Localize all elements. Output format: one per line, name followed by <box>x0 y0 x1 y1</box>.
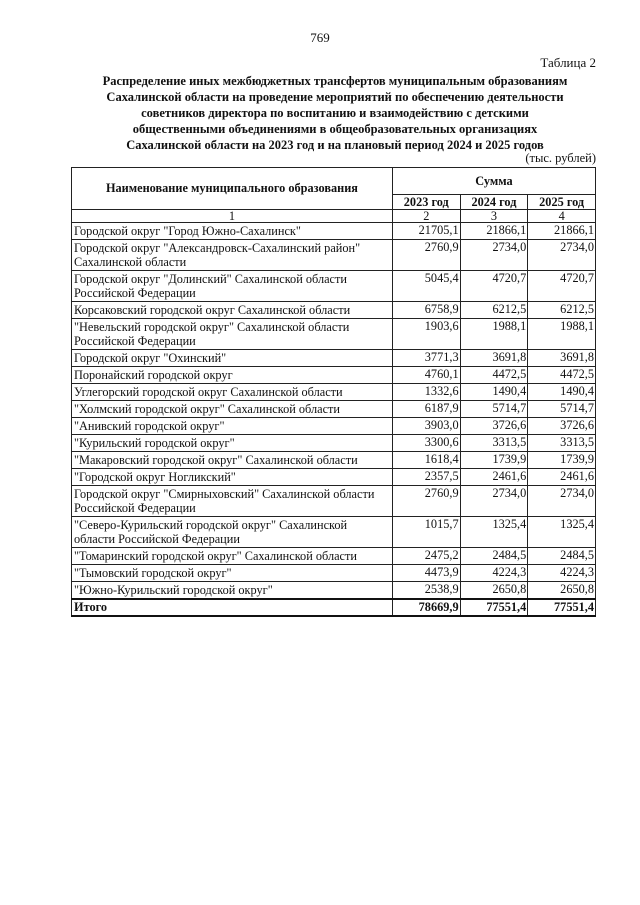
table-row <box>72 418 596 435</box>
total-2025: 77551,4 <box>528 599 596 616</box>
municipality-name: "Северо-Курильский городской округ" Сахалинской области Российской Федерации <box>72 517 393 548</box>
index-cell: 1 <box>72 210 393 223</box>
table-row <box>72 240 596 271</box>
table-row <box>72 486 596 517</box>
amount-2024: 3313,5 <box>460 435 528 452</box>
amount-2025: 1325,4 <box>528 517 596 548</box>
title-line: Распределение иных межбюджетных трансфертов муниципальным образованиям <box>102 74 568 88</box>
municipality-name: Городской округ "Долинский" Сахалинской области Российской Федерации <box>72 271 393 302</box>
header-sum: Сумма <box>392 168 595 195</box>
table-row <box>72 435 596 452</box>
amount-2024: 4224,3 <box>460 565 528 582</box>
amount-2025: 4472,5 <box>528 367 596 384</box>
municipality-name: Городской округ "Александровск-Сахалинский район" Сахалинской области <box>72 240 393 271</box>
amount-2025: 3726,6 <box>528 418 596 435</box>
title-line: Сахалинской области на 2023 год и на плановый период 2024 и 2025 годов <box>126 138 544 152</box>
table-row <box>72 452 596 469</box>
municipality-name: "Томаринский городской округ" Сахалинской области <box>72 548 393 565</box>
amount-2024: 4472,5 <box>460 367 528 384</box>
amount-2023: 2475,2 <box>392 548 460 565</box>
amount-2025: 2734,0 <box>528 240 596 271</box>
amount-2025: 3313,5 <box>528 435 596 452</box>
amount-2025: 2484,5 <box>528 548 596 565</box>
municipality-name: Корсаковский городской округ Сахалинской области <box>72 302 393 319</box>
municipality-name: "Тымовский городской округ" <box>72 565 393 582</box>
amount-2024: 1490,4 <box>460 384 528 401</box>
amount-2024: 2461,6 <box>460 469 528 486</box>
municipality-name: Городской округ "Смирныховский" Сахалинской области Российской Федерации <box>72 486 393 517</box>
amount-2024: 21866,1 <box>460 223 528 240</box>
amount-2025: 1739,9 <box>528 452 596 469</box>
amount-2025: 1490,4 <box>528 384 596 401</box>
total-row <box>72 599 596 616</box>
municipality-name: "Курильский городской округ" <box>72 435 393 452</box>
title-line: общественными объединениями в общеобразовательных организациях <box>132 122 538 136</box>
total-2024: 77551,4 <box>460 599 528 616</box>
amount-2023: 6187,9 <box>392 401 460 418</box>
table-label: Таблица 2 <box>540 55 596 70</box>
amount-2024: 4720,7 <box>460 271 528 302</box>
amount-2023: 1015,7 <box>392 517 460 548</box>
amount-2025: 4224,3 <box>528 565 596 582</box>
municipality-name: "Макаровский городской округ" Сахалинской области <box>72 452 393 469</box>
table-row <box>72 565 596 582</box>
amount-2024: 3726,6 <box>460 418 528 435</box>
municipality-name: Городской округ "Охинский" <box>72 350 393 367</box>
amount-2025: 1988,1 <box>528 319 596 350</box>
amount-2023: 3300,6 <box>392 435 460 452</box>
amount-2025: 6212,5 <box>528 302 596 319</box>
municipality-name: "Невельский городской округ" Сахалинской области Российской Федерации <box>72 319 393 350</box>
table-row <box>72 271 596 302</box>
amount-2023: 2357,5 <box>392 469 460 486</box>
amount-2023: 1618,4 <box>392 452 460 469</box>
title-line: Сахалинской области на проведение мероприятий по обеспечению деятельности <box>106 90 564 104</box>
amount-2025: 4720,7 <box>528 271 596 302</box>
table-body <box>72 223 596 600</box>
amount-2025: 2734,0 <box>528 486 596 517</box>
table-row <box>72 223 596 240</box>
total-2023: 78669,9 <box>392 599 460 616</box>
table-row <box>72 401 596 418</box>
header-year-2024: 2024 год <box>460 195 528 210</box>
index-cell: 2 <box>392 210 460 223</box>
amount-2025: 2650,8 <box>528 582 596 600</box>
municipality-name: Поронайский городской округ <box>72 367 393 384</box>
header-year-2025: 2025 год <box>528 195 596 210</box>
table-row <box>72 384 596 401</box>
index-cell: 3 <box>460 210 528 223</box>
amount-2025: 2461,6 <box>528 469 596 486</box>
table-row <box>72 582 596 600</box>
amount-2023: 2760,9 <box>392 240 460 271</box>
amount-2023: 4760,1 <box>392 367 460 384</box>
amount-2024: 2650,8 <box>460 582 528 600</box>
amount-2024: 1325,4 <box>460 517 528 548</box>
header-name: Наименование муниципального образования <box>72 168 393 210</box>
amount-2024: 5714,7 <box>460 401 528 418</box>
header-year-2023: 2023 год <box>392 195 460 210</box>
page-number: 769 <box>310 30 330 45</box>
amount-2024: 1739,9 <box>460 452 528 469</box>
table-row <box>72 517 596 548</box>
document-title <box>70 73 600 153</box>
amount-2025: 3691,8 <box>528 350 596 367</box>
amount-2023: 21705,1 <box>392 223 460 240</box>
amount-2023: 4473,9 <box>392 565 460 582</box>
total-label: Итого <box>72 599 393 616</box>
amount-2023: 3771,3 <box>392 350 460 367</box>
amount-2024: 2734,0 <box>460 240 528 271</box>
table-row <box>72 302 596 319</box>
municipality-name: "Холмский городской округ" Сахалинской области <box>72 401 393 418</box>
table-row <box>72 319 596 350</box>
amount-2025: 21866,1 <box>528 223 596 240</box>
municipality-name: Городской округ "Город Южно-Сахалинск" <box>72 223 393 240</box>
index-cell: 4 <box>528 210 596 223</box>
amount-2024: 1988,1 <box>460 319 528 350</box>
amount-2023: 1332,6 <box>392 384 460 401</box>
table-row <box>72 469 596 486</box>
amount-2023: 3903,0 <box>392 418 460 435</box>
amount-2024: 2734,0 <box>460 486 528 517</box>
municipality-name: "Анивский городской округ" <box>72 418 393 435</box>
municipality-name: "Южно-Курильский городской округ" <box>72 582 393 600</box>
transfers-table <box>71 167 596 617</box>
table-row <box>72 350 596 367</box>
title-line: советников директора по воспитанию и взаимодействию с детскими <box>141 106 529 120</box>
amount-2023: 2538,9 <box>392 582 460 600</box>
amount-2023: 5045,4 <box>392 271 460 302</box>
amount-2024: 6212,5 <box>460 302 528 319</box>
amount-2023: 6758,9 <box>392 302 460 319</box>
amount-2024: 2484,5 <box>460 548 528 565</box>
municipality-name: "Городской округ Ногликский" <box>72 469 393 486</box>
amount-2023: 2760,9 <box>392 486 460 517</box>
table-row <box>72 548 596 565</box>
amount-2024: 3691,8 <box>460 350 528 367</box>
table-row <box>72 367 596 384</box>
amount-2023: 1903,6 <box>392 319 460 350</box>
units-label: (тыс. рублей) <box>525 151 596 165</box>
amount-2025: 5714,7 <box>528 401 596 418</box>
municipality-name: Углегорский городской округ Сахалинской области <box>72 384 393 401</box>
